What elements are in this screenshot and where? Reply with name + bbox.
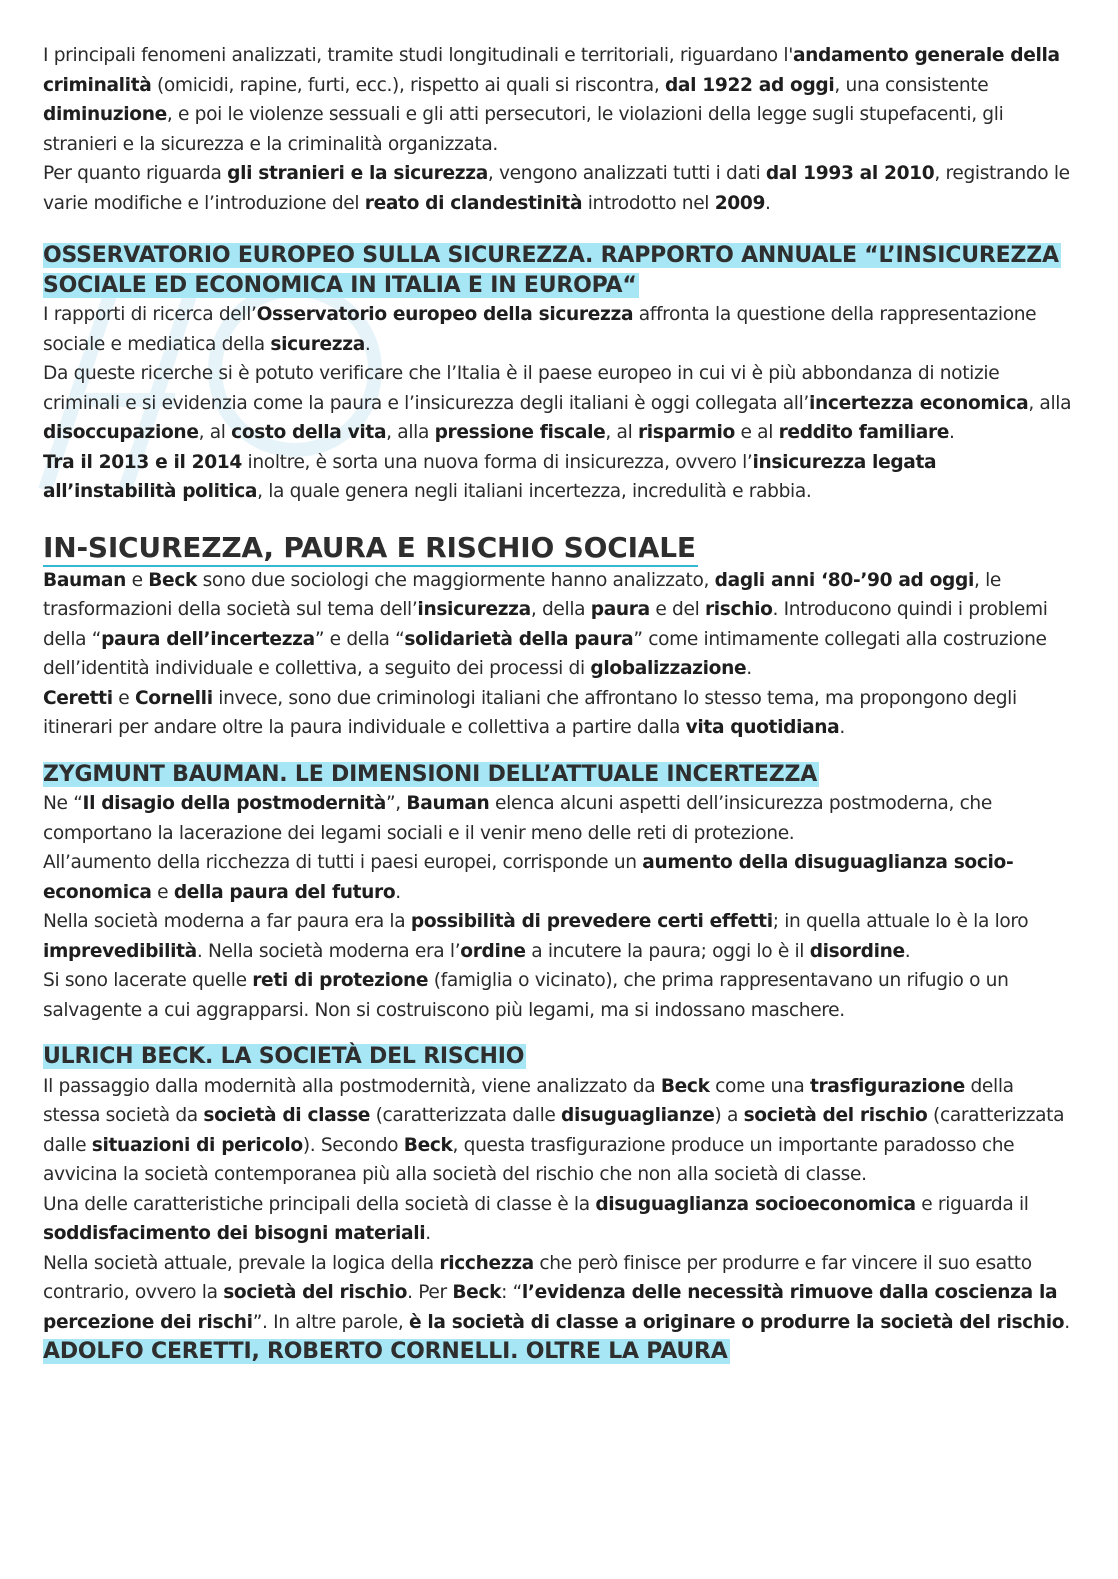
- text-run: Da queste ricerche si è potuto verificare che l’Italia è il paese europeo in cui vi è più abbondanza di notizie criminali e si evidenzia come la paura e l’insicurezza degli italiani è oggi collegata all’: [43, 363, 1000, 414]
- text-run: . Nella società moderna era l’: [196, 940, 461, 962]
- text-run: .: [425, 1223, 431, 1244]
- text-run: , al: [198, 422, 232, 443]
- text-run: . Introducono quindi i problemi della “: [43, 599, 1048, 650]
- bold-text: insicurezza legata all’instabilità politica: [43, 451, 937, 502]
- section-heading-beck: ULRICH BECK. LA SOCIETÀ DEL RISCHIO: [43, 1044, 525, 1069]
- bold-text: vita quotidiana: [685, 717, 840, 738]
- text-run: (omicidi, rapine, furti, ecc.), rispetto ai quali si riscontra,: [151, 74, 665, 96]
- bold-text: disordine: [809, 940, 905, 962]
- bold-text: paura: [590, 599, 650, 620]
- document-page: [43, 41, 1075, 1367]
- bold-text: società del rischio: [223, 1282, 408, 1303]
- bold-text: reddito familiare: [778, 422, 950, 443]
- bold-text: costo della vita: [231, 422, 387, 443]
- text-run: ; in quella attuale lo è la loro: [772, 911, 1029, 932]
- text-run: ” e della “: [314, 628, 405, 650]
- bold-text: diminuzione: [43, 104, 167, 125]
- text-run: ”. In altre parole,: [252, 1311, 409, 1333]
- text-run: Una delle caratteristiche principali della società di classe è la: [43, 1193, 596, 1215]
- bold-text: Bauman: [43, 569, 127, 591]
- text-run: che però finisce per produrre e far vincere il suo esatto contrario, ovvero la: [43, 1252, 1032, 1303]
- bold-text: incertezza economica: [809, 392, 1029, 414]
- text-run: a incutere la paura; oggi lo è il: [525, 940, 810, 962]
- bold-text: dal 1922 ad oggi: [664, 74, 835, 96]
- bold-text: trasfigurazione: [809, 1075, 965, 1097]
- bold-text: paura dell’incertezza: [101, 628, 315, 650]
- text-run: e riguarda il: [915, 1193, 1029, 1215]
- paragraph: [43, 789, 1075, 848]
- bold-text: Beck: [660, 1075, 710, 1097]
- paragraph: [43, 566, 1075, 684]
- bold-text: situazioni di pericolo: [91, 1134, 303, 1156]
- text-run: , e poi le violenze sessuali e gli atti persecutori, le violazioni della legge sugli stupefacenti, gli stranieri e la sicurezza e la criminalità organizzata.: [43, 104, 1004, 155]
- text-run: .: [765, 192, 771, 214]
- text-run: sono due sociologi che maggiormente hanno analizzato,: [197, 569, 715, 591]
- paragraph: [43, 159, 1075, 218]
- text-run: Per quanto riguarda: [43, 163, 228, 184]
- bold-text: Bauman: [406, 793, 490, 814]
- bold-text: Beck: [148, 569, 198, 591]
- text-run: come una: [709, 1075, 810, 1097]
- bold-text: Cornelli: [134, 687, 213, 709]
- bold-text: l’evidenza delle necessità rimuove dalla coscienza la percezione dei rischi: [43, 1282, 1058, 1333]
- bold-text: della paura del futuro: [173, 881, 396, 903]
- paragraph: [43, 848, 1075, 907]
- bold-text: solidarietà della paura: [404, 628, 634, 650]
- text-run: , al: [605, 422, 638, 443]
- text-run: e al: [734, 422, 779, 443]
- bold-text: rischio: [704, 599, 773, 620]
- bold-text: reato di clandestinità: [364, 192, 583, 214]
- paragraph: [43, 300, 1075, 359]
- bold-text: è la società di classe a originare o produrre la società del rischio: [409, 1311, 1065, 1333]
- text-run: All’aumento della ricchezza di tutti i paesi europei, corrisponde un: [43, 852, 643, 873]
- section-heading-osservatorio: OSSERVATORIO EUROPEO SULLA SICUREZZA. RAPPORTO ANNUALE “L’INSICUREZZA SOCIALE ED ECONOMICA IN ITALIA E IN EUROPA“: [43, 243, 1059, 298]
- bold-text: disoccupazione: [43, 422, 199, 443]
- bold-text: aumento della disuguaglianza socio-economica: [43, 852, 1014, 903]
- bold-text: Osservatorio europeo della sicurezza: [256, 304, 634, 325]
- bold-text: 2009: [714, 192, 766, 214]
- text-run: invece, sono due criminologi italiani che affrontano lo stesso tema, ma propongono degli itinerari per andare oltre la paura individuale e collettiva a partire dalla: [43, 687, 1017, 738]
- bold-text: pressione fiscale: [434, 422, 606, 443]
- text-run: . Per: [407, 1282, 453, 1303]
- text-run: ” come intimamente collegati alla costruzione dell’identità individuale e collettiva, a seguito dei processi di: [43, 628, 1047, 679]
- text-run: , una consistente: [834, 74, 989, 96]
- text-run: , alla: [386, 422, 435, 443]
- bold-text: globalizzazione: [590, 658, 747, 679]
- text-run: introdotto nel: [582, 192, 715, 214]
- bold-text: Beck: [452, 1282, 502, 1303]
- paragraph: [43, 448, 1075, 507]
- bold-text: Ceretti: [43, 687, 113, 709]
- text-run: , registrando le varie modifiche e l’introduzione del: [43, 163, 1070, 214]
- bold-text: società di classe: [203, 1105, 371, 1126]
- text-run: (famiglia o vicinato), che prima rappresentavano un rifugio o un salvagente a cui aggrapparsi. Non si costruiscono più legami, ma si indossano maschere.: [43, 970, 1009, 1021]
- text-run: affronta la questione della rappresentazione sociale e mediatica della: [43, 304, 1037, 355]
- text-run: Ne “: [43, 793, 83, 814]
- text-run: ”,: [386, 793, 407, 814]
- text-run: .: [949, 422, 955, 443]
- text-run: , della: [530, 599, 591, 620]
- bold-text: ricchezza: [439, 1252, 534, 1274]
- paragraph: [43, 1072, 1075, 1190]
- text-run: .: [746, 658, 752, 679]
- text-run: , le trasformazioni della società sul tema dell’: [43, 569, 1002, 620]
- text-run: I rapporti di ricerca dell’: [43, 304, 257, 325]
- text-run: Nella società moderna a far paura era la: [43, 911, 411, 932]
- text-run: , vengono analizzati tutti i dati: [487, 163, 766, 184]
- text-run: .: [395, 881, 401, 903]
- text-run: Il passaggio dalla modernità alla postmodernità, viene analizzato da: [43, 1075, 661, 1097]
- bold-text: Tra il 2013 e il 2014: [43, 451, 242, 473]
- section-heading-bauman: ZYGMUNT BAUMAN. LE DIMENSIONI DELL’ATTUALE INCERTEZZA: [43, 761, 818, 787]
- text-run: .: [364, 333, 371, 355]
- bold-text: società del rischio: [743, 1105, 928, 1126]
- text-run: .: [904, 940, 911, 962]
- bold-text: Il disagio della postmodernità: [82, 793, 387, 814]
- text-run: ). Secondo: [302, 1134, 404, 1156]
- bold-text: disuguaglianze: [561, 1105, 715, 1126]
- bold-text: dal 1993 al 2010: [765, 163, 935, 184]
- paragraph: [43, 1190, 1075, 1249]
- text-run: e: [151, 881, 174, 903]
- bold-text: dagli anni ‘80-’90 ad oggi: [714, 569, 974, 591]
- text-run: ) a: [714, 1105, 744, 1126]
- text-run: , la quale genera negli italiani incertezza, incredulità e rabbia.: [257, 481, 812, 502]
- bold-text: imprevedibilità: [43, 940, 197, 962]
- text-run: , alla: [1028, 392, 1072, 414]
- bold-text: possibilità di prevedere certi effetti: [410, 911, 773, 932]
- paragraph: [43, 684, 1075, 743]
- bold-text: Beck: [403, 1134, 453, 1156]
- paragraph: [43, 1249, 1075, 1338]
- text-run: Si sono lacerate quelle: [43, 970, 253, 991]
- bold-text: ordine: [460, 940, 526, 962]
- text-run: , questa trasfigurazione produce un importante paradosso che avvicina la società contemporanea più alla società del rischio che non alla società di classe.: [43, 1134, 1015, 1185]
- bold-text: disuguaglianza socioeconomica: [595, 1193, 916, 1215]
- paragraph: [43, 907, 1075, 966]
- bold-text: insicurezza: [417, 599, 531, 620]
- text-run: e: [126, 569, 149, 591]
- text-run: Nella società attuale, prevale la logica della: [43, 1252, 440, 1274]
- section-heading-ceretti: ADOLFO CERETTI, ROBERTO CORNELLI. OLTRE LA PAURA: [43, 1339, 728, 1364]
- section-heading-insicurezza: IN-SICUREZZA, PAURA E RISCHIO SOCIALE: [43, 530, 1075, 566]
- bold-text: sicurezza: [270, 333, 365, 355]
- paragraph: [43, 966, 1075, 1025]
- paragraph: [43, 359, 1075, 448]
- text-run: : “: [501, 1282, 522, 1303]
- text-run: e: [112, 687, 135, 709]
- text-run: I principali fenomeni analizzati, tramite studi longitudinali e territoriali, riguardano l': [43, 45, 793, 66]
- text-run: .: [839, 717, 845, 738]
- paragraph: [43, 41, 1075, 159]
- bold-text: risparmio: [637, 422, 735, 443]
- text-run: .: [1064, 1311, 1070, 1333]
- bold-text: soddisfacimento dei bisogni materiali: [43, 1223, 426, 1244]
- bold-text: gli stranieri e la sicurezza: [227, 163, 488, 184]
- text-run: (caratterizzata dalle: [43, 1105, 1065, 1156]
- text-run: (caratterizzata dalle: [370, 1105, 562, 1126]
- text-run: inoltre, è sorta una nuova forma di insicurezza, ovvero l’: [241, 451, 753, 473]
- text-run: della stessa società da: [43, 1075, 1014, 1126]
- bold-text: andamento generale della criminalità: [43, 45, 1060, 96]
- bold-text: reti di protezione: [252, 970, 429, 991]
- text-run: elenca alcuni aspetti dell’insicurezza postmoderna, che comportano la lacerazione dei legami sociali e il venir meno delle reti di protezione.: [43, 793, 992, 844]
- text-run: e del: [649, 599, 705, 620]
